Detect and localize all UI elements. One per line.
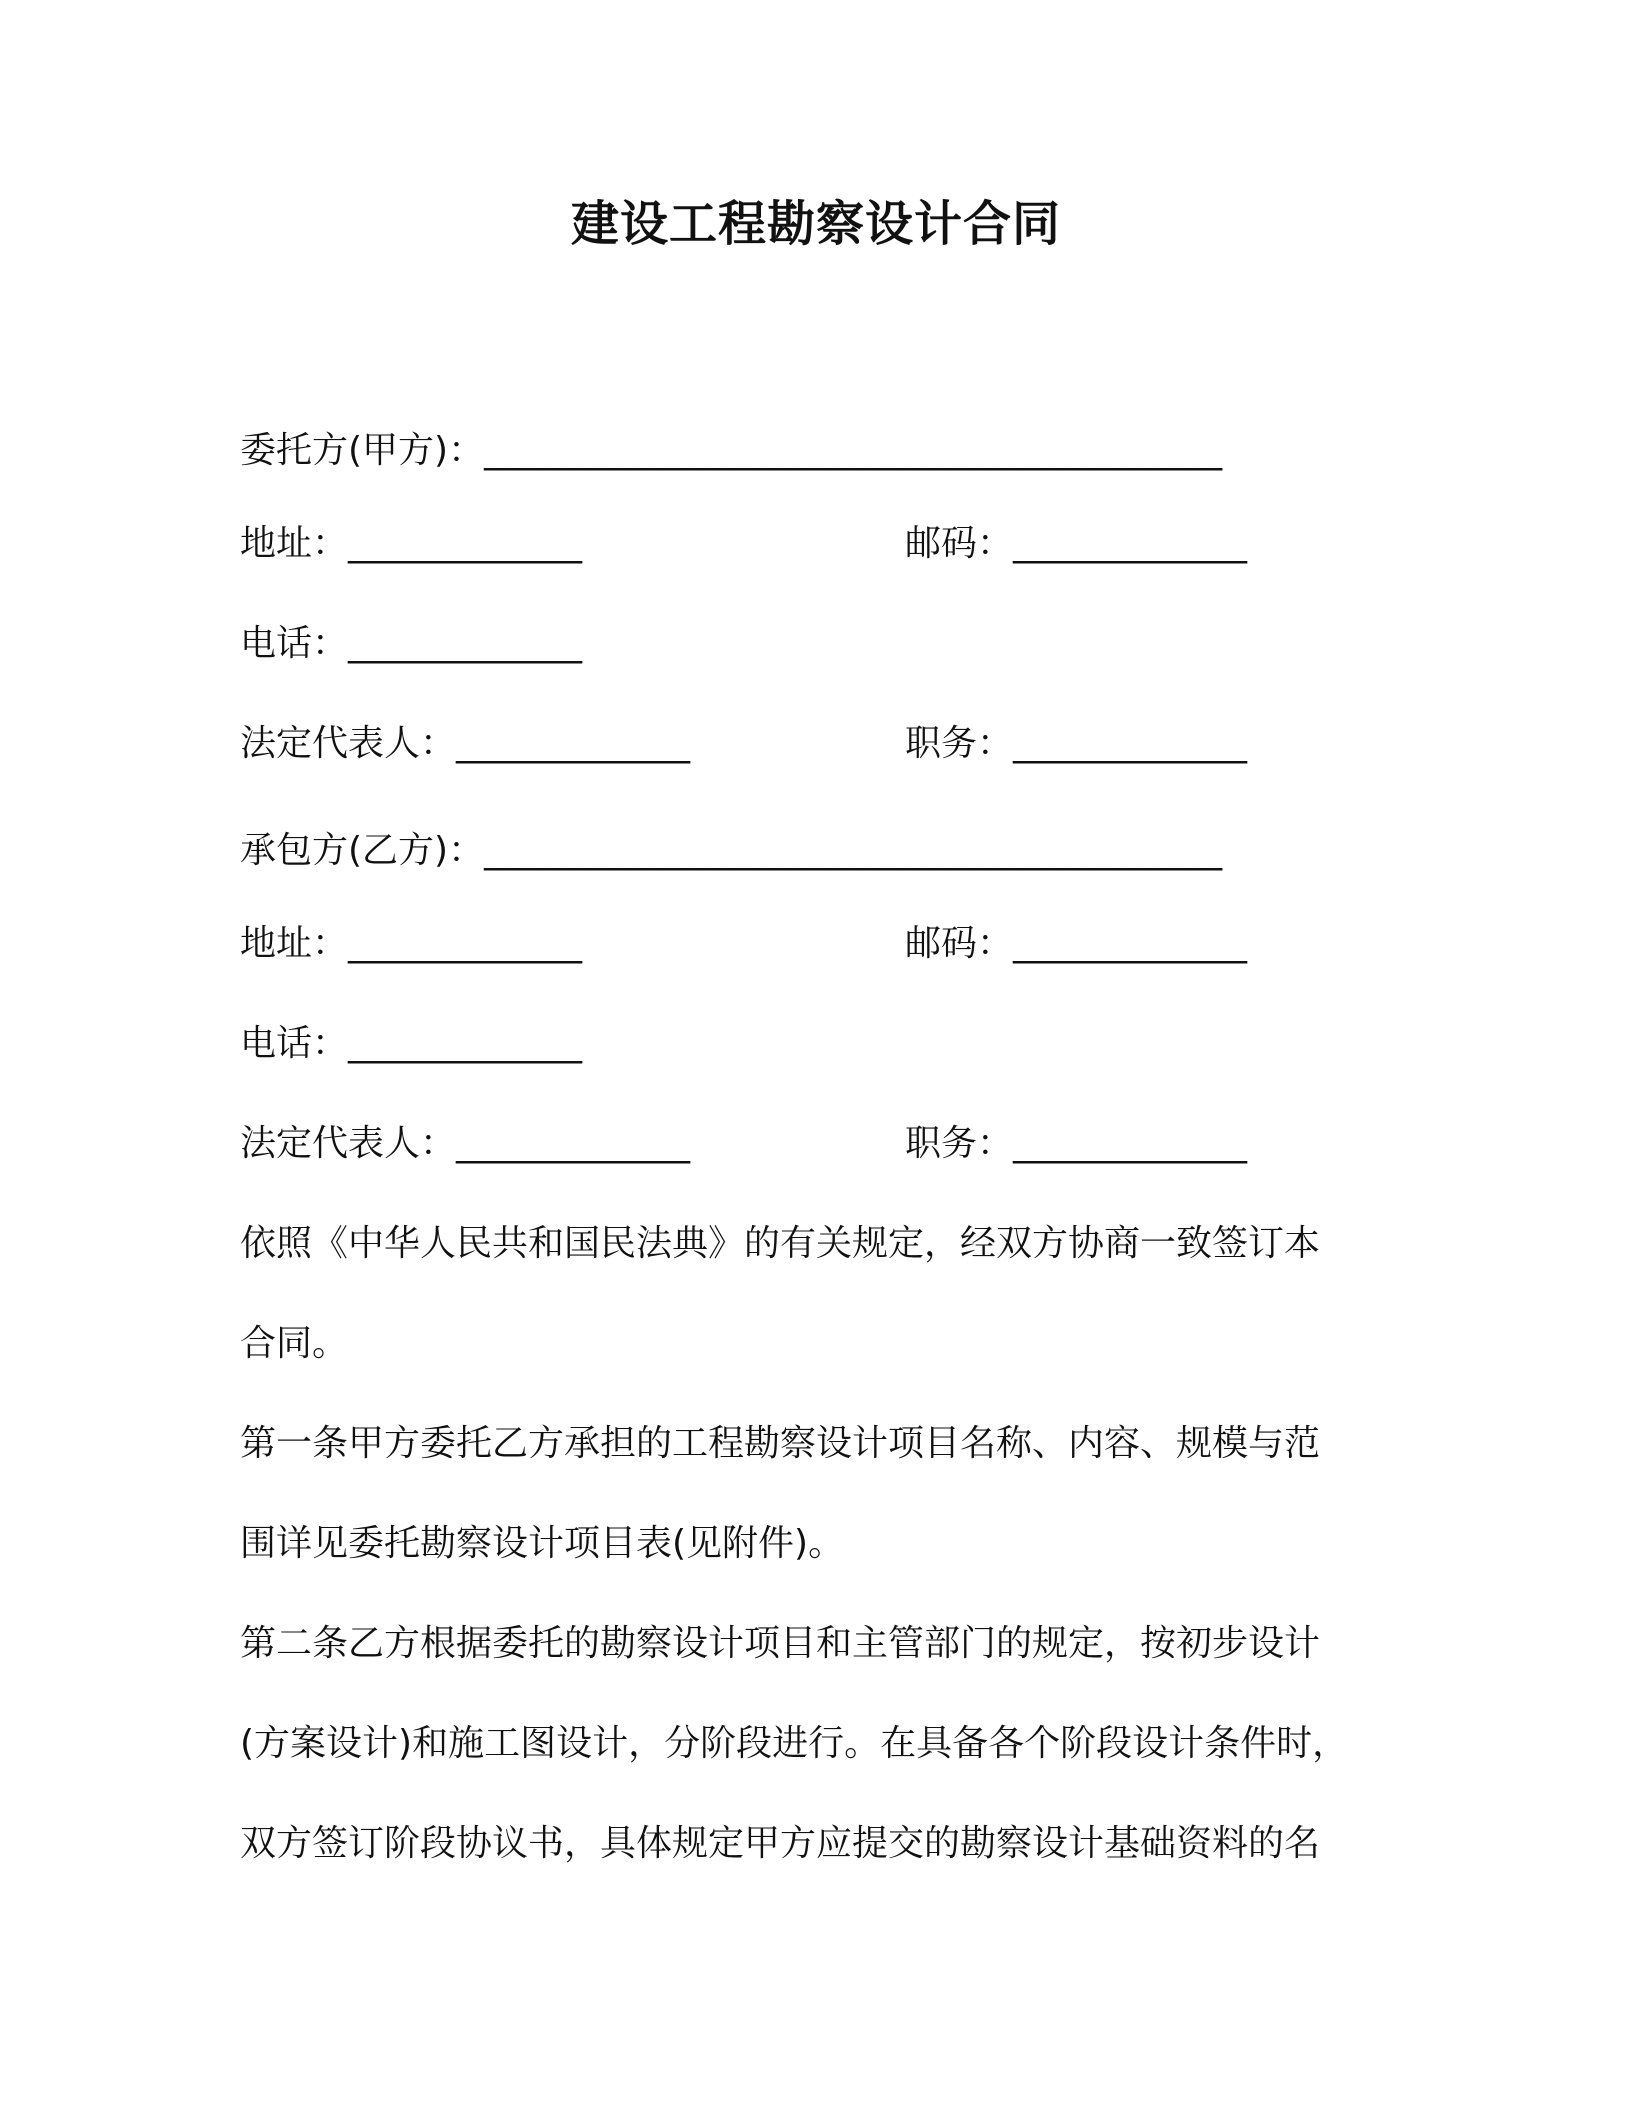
- party-b-rep-line: 法定代表人：_____________: [240, 1123, 691, 1164]
- body-line: (方案设计)和施工图设计，分阶段进行。在具备各个阶段设计条件时，: [240, 1723, 1349, 1764]
- party-a-rep-line: 法定代表人：_____________: [240, 723, 691, 764]
- body-line: 合同。: [240, 1323, 349, 1364]
- body-line: 围详见委托勘察设计项目表(见附件)。: [240, 1523, 845, 1564]
- party-a-postcode-line: 邮码：_____________: [905, 523, 1248, 564]
- party-a-position-line: 职务：_____________: [905, 723, 1248, 764]
- party-a-name-line: 委托方(甲方)：_________________________________________: [240, 430, 1223, 471]
- party-a-phone-line: 电话：_____________: [240, 623, 583, 664]
- party-b-phone-line: 电话：_____________: [240, 1023, 583, 1064]
- party-b-postcode-line: 邮码：_____________: [905, 923, 1248, 964]
- document-title: 建设工程勘察设计合同: [570, 196, 1061, 252]
- body-line: 双方签订阶段协议书，具体规定甲方应提交的勘察设计基础资料的名: [240, 1823, 1321, 1864]
- party-a-address-line: 地址：_____________: [240, 523, 583, 564]
- body-line: 第一条甲方委托乙方承担的工程勘察设计项目名称、内容、规模与范: [240, 1423, 1321, 1464]
- party-b-name-line: 承包方(乙方)：_________________________________________: [240, 830, 1223, 871]
- party-b-position-line: 职务：_____________: [905, 1123, 1248, 1164]
- body-line: 依照《中华人民共和国民法典》的有关规定，经双方协商一致签订本: [240, 1223, 1321, 1264]
- body-line: 第二条乙方根据委托的勘察设计项目和主管部门的规定，按初步设计: [240, 1623, 1321, 1664]
- party-b-address-line: 地址：_____________: [240, 923, 583, 964]
